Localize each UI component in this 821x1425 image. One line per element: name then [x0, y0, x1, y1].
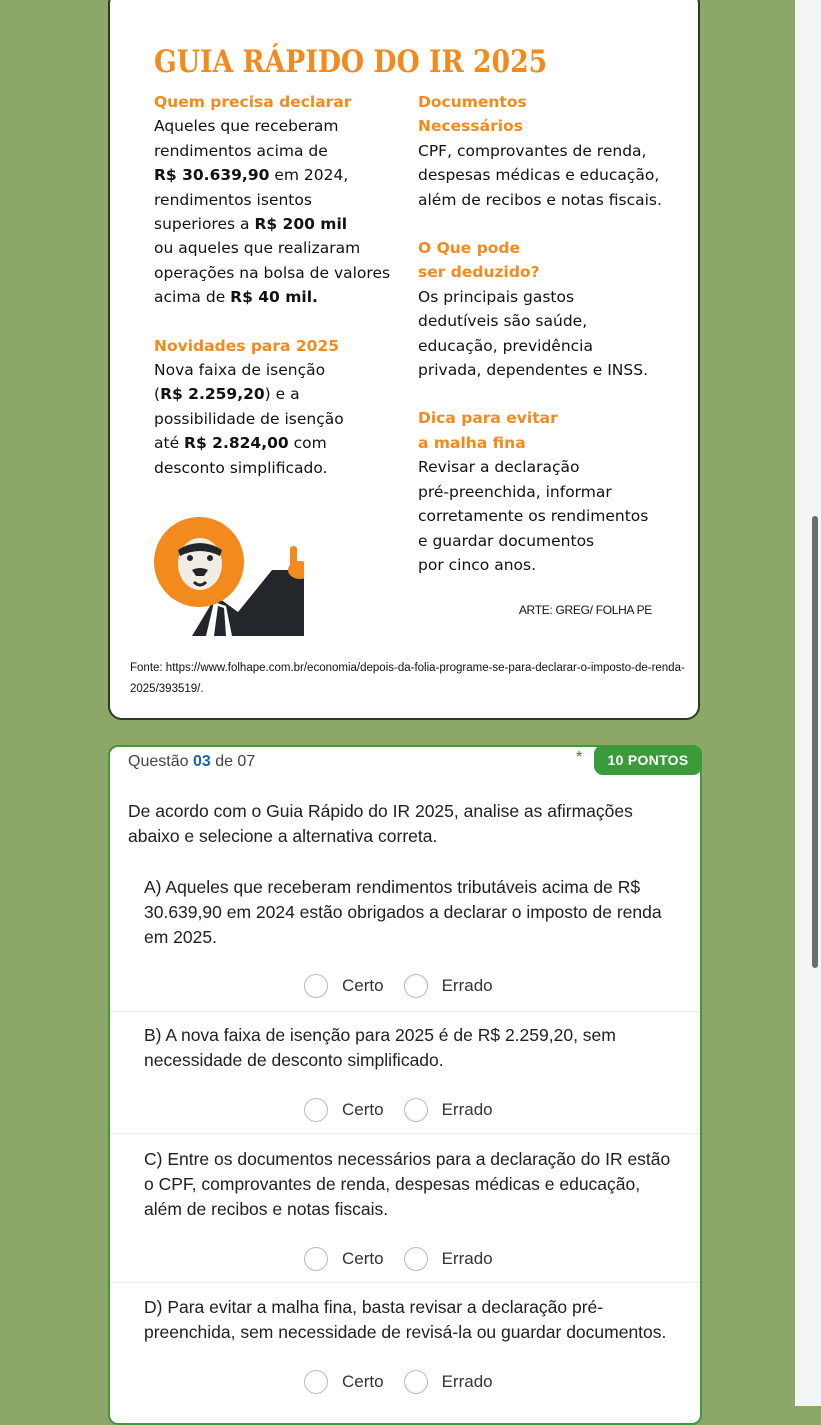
- section-heading: Novidades para 2025: [154, 336, 340, 355]
- section-heading: O Que pode: [418, 239, 521, 258]
- page-scrollbar-thumb[interactable]: [812, 516, 818, 968]
- option-label-certo[interactable]: Certo: [342, 1100, 384, 1119]
- section-heading: Necessários: [418, 117, 523, 136]
- info-text-line: Os principais gastos: [418, 287, 575, 306]
- statement-d: D) Para evitar a malha fina, basta revisar a declaração pré-preenchida, sem necessidade de revisá-la ou guardar documentos.: [144, 1297, 667, 1342]
- info-text-line: pré-preenchida, informar: [418, 482, 612, 501]
- option-label-errado[interactable]: Errado: [441, 976, 493, 995]
- radio-errado-d[interactable]: [404, 1370, 428, 1394]
- divider: [110, 1011, 700, 1012]
- infographic-left-column: [154, 90, 402, 480]
- option-label-certo[interactable]: Certo: [342, 1372, 384, 1391]
- info-text-line: privada, dependentes e INSS.: [418, 361, 649, 380]
- question-card: [108, 745, 702, 1425]
- statement-d-options: [304, 1369, 513, 1395]
- info-text-line: corretamente os rendimentos: [418, 507, 649, 526]
- option-label-errado[interactable]: Errado: [441, 1249, 493, 1268]
- option-label-certo[interactable]: Certo: [342, 976, 384, 995]
- statement-a-options: [304, 973, 513, 999]
- info-text-line: operações na bolsa de valores: [154, 263, 391, 282]
- statement-b: B) A nova faixa de isenção para 2025 é de R$ 2.259,20, sem necessidade de desconto simplificado.: [144, 1025, 616, 1070]
- info-text-line: Aqueles que receberam: [154, 117, 339, 136]
- info-text-line: educação, previdência: [418, 336, 593, 355]
- info-text-line: superiores a R$ 200 mil: [154, 215, 348, 234]
- info-text-line: até R$ 2.824,00 com: [154, 434, 327, 453]
- info-text-line: despesas médicas e educação,: [418, 166, 660, 185]
- radio-errado-c[interactable]: [404, 1247, 428, 1271]
- option-label-errado[interactable]: Errado: [441, 1100, 493, 1119]
- option-label-errado[interactable]: Errado: [441, 1372, 493, 1391]
- statement-c: C) Entre os documentos necessários para a declaração do IR estão o CPF, comprovantes de renda, despesas médicas e educação, além de recibos e notas fiscais.: [144, 1149, 671, 1219]
- info-text-line: CPF, comprovantes de renda,: [418, 141, 647, 160]
- statement-c-options: [304, 1246, 513, 1272]
- radio-errado-b[interactable]: [404, 1098, 428, 1122]
- section-heading: ser deduzido?: [418, 263, 540, 282]
- section-heading: Quem precisa declarar: [154, 93, 352, 111]
- spacer: [418, 212, 688, 236]
- info-text-line: Revisar a declaração: [418, 458, 580, 477]
- radio-certo-c[interactable]: [304, 1247, 328, 1271]
- spacer: [154, 310, 402, 334]
- info-text-line: Nova faixa de isenção: [154, 361, 326, 380]
- info-text-line: R$ 30.639,90 em 2024,: [154, 166, 349, 185]
- info-text-line: ou aqueles que realizaram: [154, 239, 361, 258]
- info-text-line: acima de R$ 40 mil.: [154, 288, 318, 307]
- info-text-line: e guardar documentos: [418, 531, 595, 550]
- info-text-line: dedutíveis são saúde,: [418, 312, 588, 331]
- question-text: De acordo com o Guia Rápido do IR 2025, analise as afirmações abaixo e selecione a alternativa correta.: [128, 801, 633, 846]
- info-text-line: desconto simplificado.: [154, 458, 328, 477]
- section-heading: Documentos: [418, 93, 527, 111]
- points-badge: 10 PONTOS: [594, 745, 702, 775]
- question-number: 03: [192, 753, 211, 770]
- info-text-line: rendimentos isentos: [154, 190, 312, 209]
- option-label-certo[interactable]: Certo: [342, 1249, 384, 1268]
- radio-certo-b[interactable]: [304, 1098, 328, 1122]
- statement-a: A) Aqueles que receberam rendimentos tributáveis acima de R$ 30.639,90 em 2024 estão obrigados a declarar o imposto de renda em 2025.: [144, 877, 662, 947]
- section-heading: a malha fina: [418, 433, 526, 452]
- question-counter: Questão 03 de 07: [128, 753, 256, 770]
- radio-certo-a[interactable]: [304, 974, 328, 998]
- infographic-attribution: ARTE: GREG/ FOLHA PE: [518, 603, 652, 617]
- info-text-line: por cinco anos.: [418, 555, 537, 574]
- infographic-card: [108, 0, 700, 720]
- radio-errado-a[interactable]: [404, 974, 428, 998]
- section-heading: Dica para evitar: [418, 409, 558, 428]
- infographic-right-column: [418, 90, 688, 577]
- info-text-line: além de recibos e notas fiscais.: [418, 190, 662, 209]
- required-marker: *: [576, 749, 583, 766]
- source-citation: Fonte: https://www.folhape.com.br/economia/depois-da-folia-programe-se-para-declarar-o-imposto-de-renda-2025/393519/.: [130, 662, 685, 695]
- radio-certo-d[interactable]: [304, 1370, 328, 1394]
- spacer: [418, 382, 688, 406]
- lion-mascot-illustration: [154, 510, 304, 636]
- info-text-line: possibilidade de isenção: [154, 409, 344, 428]
- info-text-line: rendimentos acima de: [154, 141, 328, 160]
- divider: [110, 1282, 700, 1283]
- info-text-line: (R$ 2.259,20) e a: [154, 385, 300, 404]
- infographic-title: GUIA RÁPIDO DO IR 2025: [154, 44, 548, 80]
- divider: [110, 1133, 700, 1134]
- statement-b-options: [304, 1097, 513, 1123]
